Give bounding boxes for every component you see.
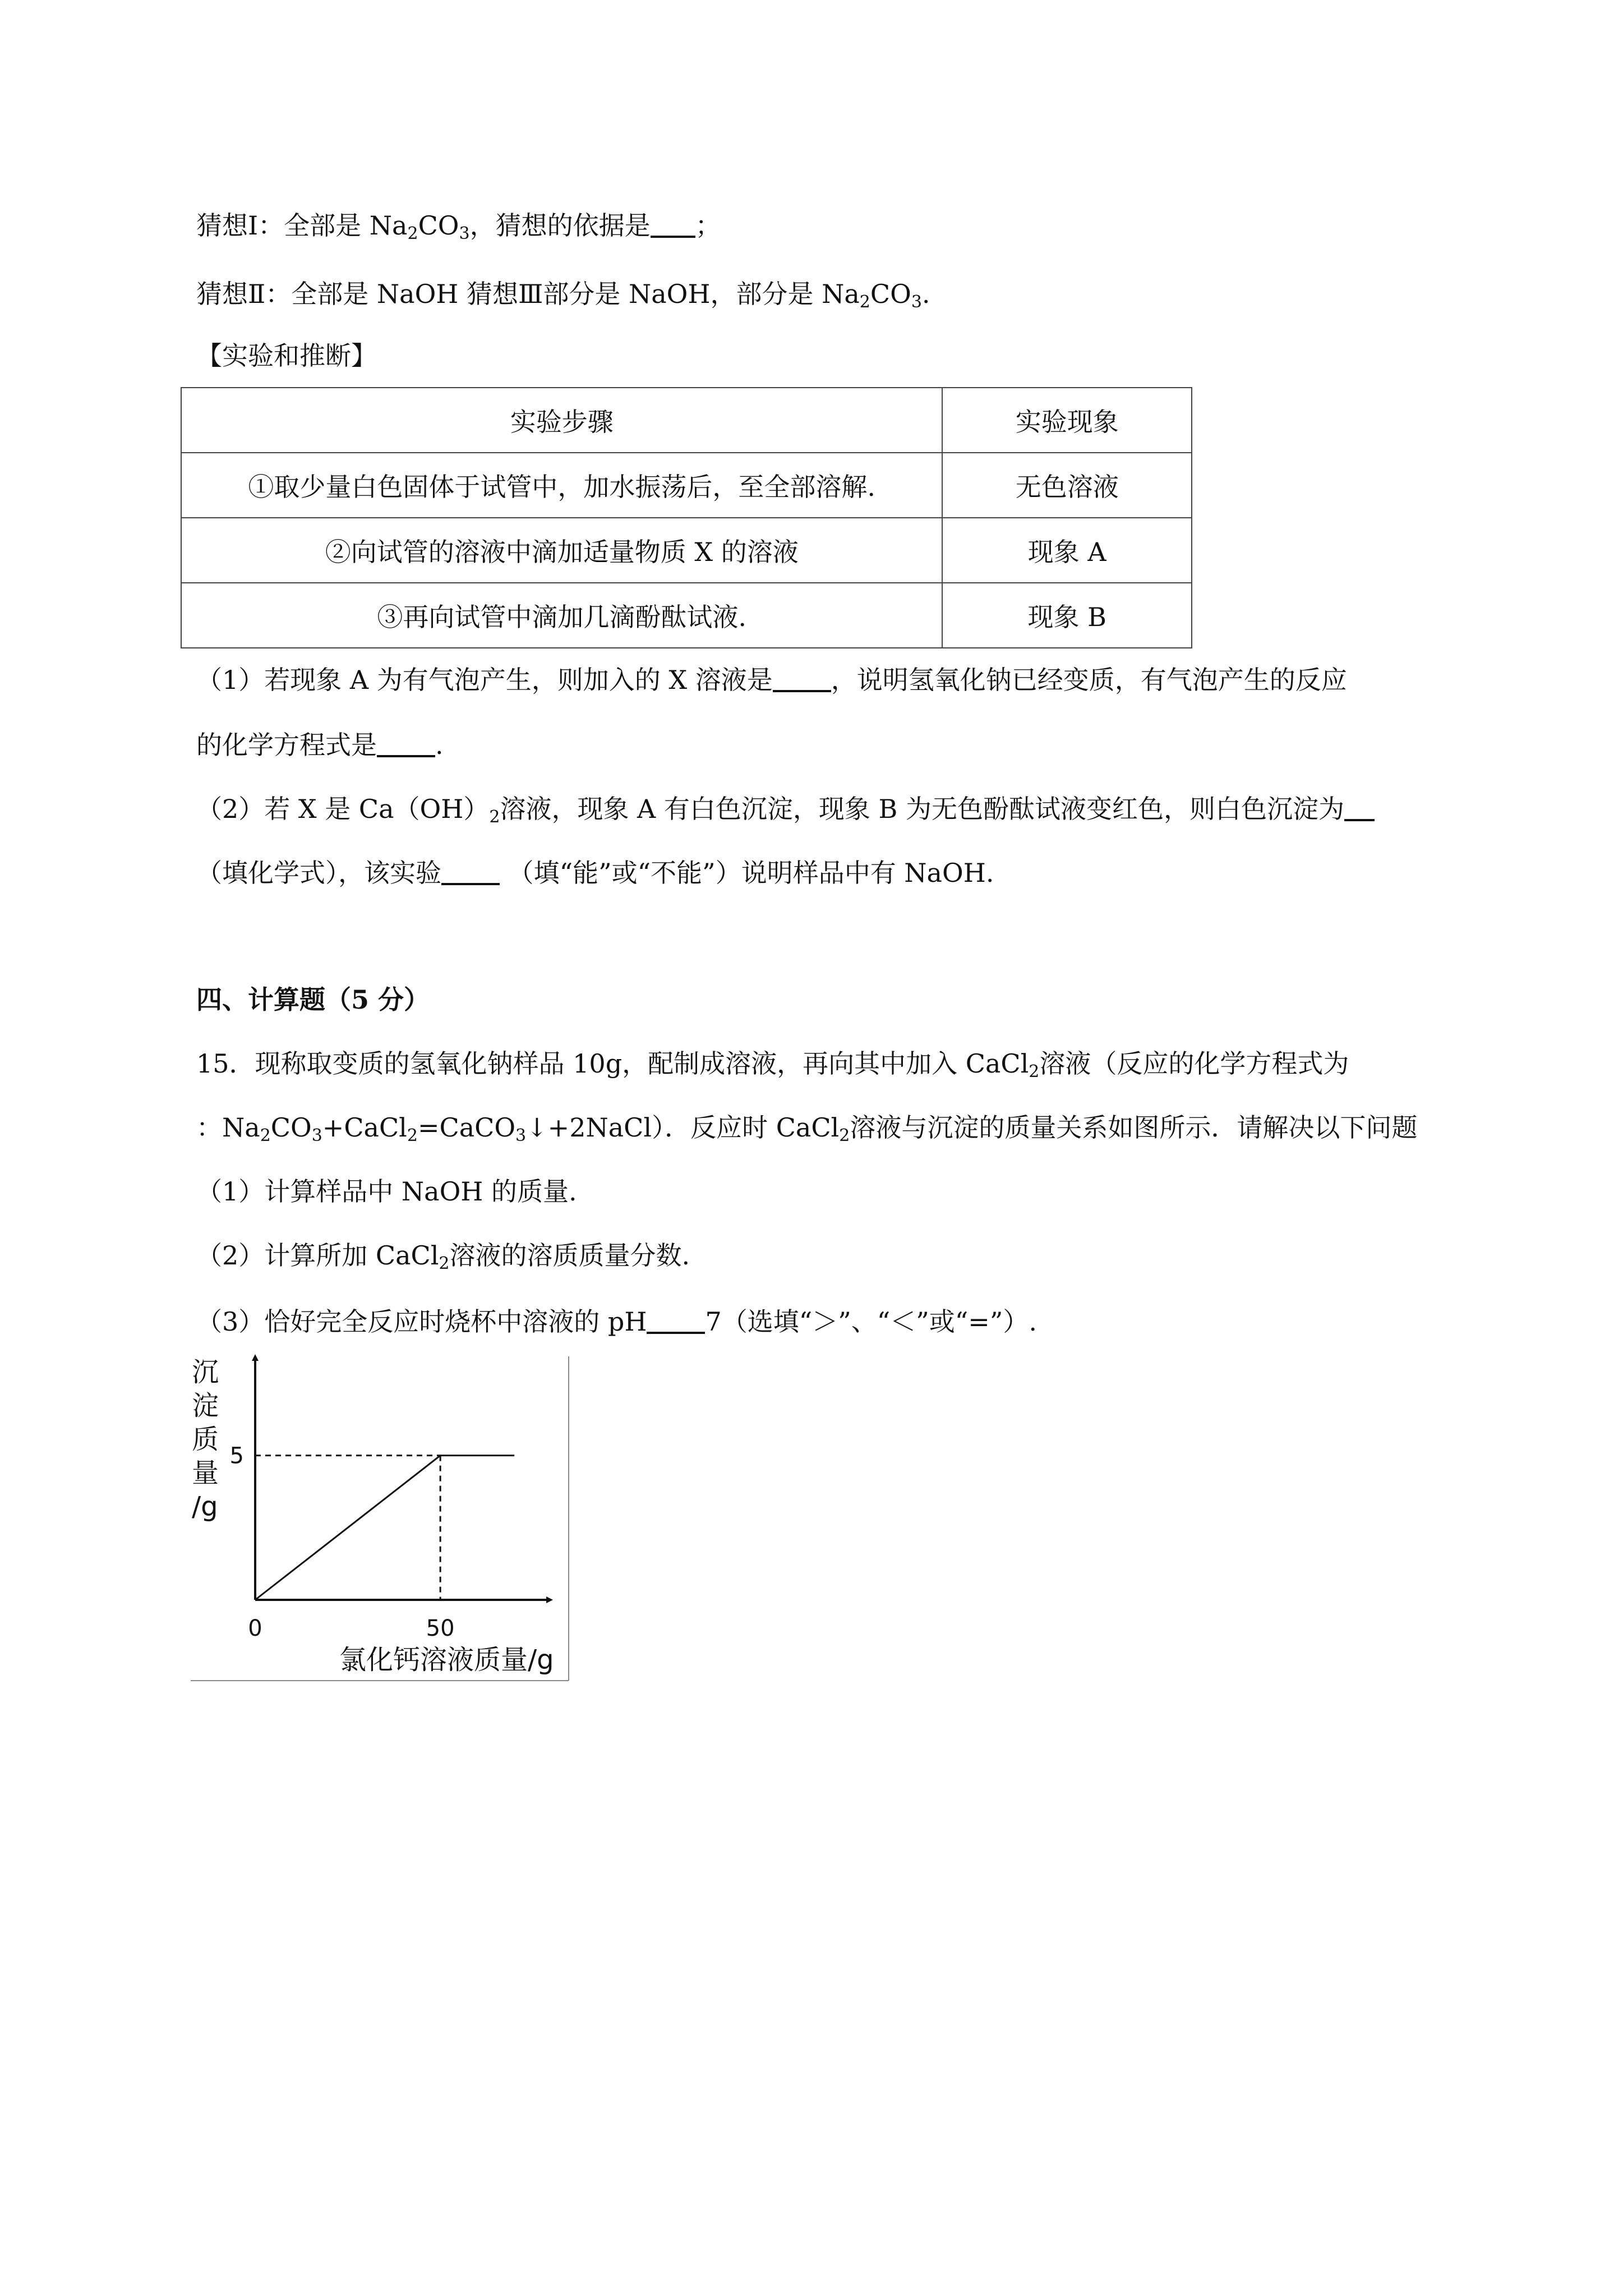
q1-text: （1）若现象 A 为有气泡产生，则加入的 X 溶液是 (196, 665, 773, 695)
experiment-table (181, 387, 1192, 648)
eq-part: ：Na (196, 1112, 260, 1143)
hyp2-sub1: 2 (859, 292, 870, 312)
hyp1-text: 猜想Ⅰ：全部是 Na (196, 210, 408, 241)
table-cell: ②向试管的溶液中滴加适量物质 X 的溶液 (181, 518, 942, 583)
question-15-line-2 (196, 1111, 1417, 1144)
eq-sub: 2 (407, 1126, 418, 1145)
table-cell: ③再向试管中滴加几滴酚酞试液. (181, 583, 942, 648)
question-15-line-1 (196, 1047, 1349, 1080)
y-tick-label: 5 (229, 1443, 244, 1469)
answer-blank[interactable] (651, 209, 695, 238)
q15-sub2-sub: 2 (439, 1254, 450, 1273)
hyp2-text: 猜想Ⅱ：全部是 NaOH 猜想Ⅲ部分是 NaOH，部分是 Na (196, 279, 860, 309)
question-2-line-1 (196, 792, 1375, 826)
table-cell: 无色溶液 (942, 453, 1192, 518)
q15-sub3-text: （3）恰好完全反应时烧杯中溶液的 pH (196, 1306, 647, 1337)
hyp1-end: ； (695, 210, 721, 241)
hyp2-mid: CO (870, 279, 911, 309)
table-cell: 现象 B (942, 583, 1192, 648)
q15-sub2-text: （2）计算所加 CaCl (196, 1240, 439, 1271)
answer-blank[interactable] (441, 856, 500, 885)
hypothesis-1 (196, 209, 721, 242)
q15-text: 15．现称取变质的氢氧化钠样品 10g，配制成溶液，再向其中加入 CaCl (196, 1048, 1029, 1079)
eq-sub: 3 (515, 1126, 527, 1145)
y-axis-label: 质 (192, 1424, 219, 1455)
x-axis-label: 氯化钙溶液质量/g (339, 1644, 554, 1676)
eq-part: 溶液与沉淀的质量关系如图所示．请解决以下问题 (850, 1112, 1418, 1143)
q15-sub: 2 (1029, 1062, 1040, 1082)
answer-blank[interactable] (377, 728, 435, 757)
answer-blank[interactable] (647, 1305, 705, 1334)
q2-end: （填“能”或“不能”）说明样品中有 NaOH. (500, 858, 994, 888)
question-1-line-1 (196, 663, 1347, 697)
question-2-line-2 (196, 856, 994, 890)
table-row (181, 453, 1192, 518)
q2-text-cont: 溶液，现象 A 有白色沉淀，现象 B 为无色酚酞试液变红色，则白色沉淀为 (500, 794, 1344, 824)
q15-sub2-text-cont: 溶液的溶质质量分数. (449, 1240, 690, 1271)
table-row (181, 583, 1192, 648)
q2-text: （2）若 X 是 Ca（OH） (196, 794, 490, 824)
table-cell: ①取少量白色固体于试管中，加水振荡后，至全部溶解. (181, 453, 942, 518)
q1-end: . (435, 730, 444, 760)
answer-blank[interactable] (1344, 792, 1375, 821)
eq-sub: 3 (311, 1126, 322, 1145)
hyp1-sub1: 2 (407, 224, 418, 243)
question-1-line-2 (196, 728, 444, 762)
q2-text-line2: （填化学式），该实验 (196, 858, 441, 888)
question-15-sub-1: （1）计算样品中 NaOH 的质量. (196, 1176, 577, 1207)
eq-part: =CaCO (417, 1112, 516, 1143)
q1-text-line2: 的化学方程式是 (196, 730, 377, 760)
eq-part: +CaCl (322, 1112, 407, 1143)
eq-part: ↓+2NaCl）．反应时 CaCl (526, 1112, 840, 1143)
q1-text-cont: ，说明氢氧化钠已经变质，有气泡产生的反应 (831, 665, 1347, 695)
answer-blank[interactable] (773, 663, 831, 692)
hyp2-sub2: 3 (911, 292, 922, 312)
hyp1-sub2: 3 (459, 224, 470, 243)
eq-sub: 2 (839, 1126, 850, 1145)
question-15-sub-2 (196, 1239, 690, 1272)
table-row (181, 518, 1192, 583)
y-axis-label: 淀 (192, 1390, 219, 1421)
q15-text-cont: 溶液（反应的化学方程式为 (1039, 1048, 1349, 1079)
table-cell: 现象 A (942, 518, 1192, 583)
y-axis-label: 量 (192, 1457, 219, 1489)
hyp2-end: . (921, 279, 930, 309)
eq-part: CO (270, 1112, 312, 1143)
q2-sub: 2 (489, 807, 500, 827)
question-15-sub-3 (196, 1305, 1037, 1338)
eq-sub: 2 (260, 1126, 271, 1145)
section-4-title: 四、计算题（5 分） (196, 984, 430, 1015)
table-header-cell: 实验步骤 (181, 388, 942, 453)
hyp1-suffix: ，猜想的依据是 (469, 210, 651, 241)
data-series-line (255, 1456, 514, 1600)
x-tick-label: 50 (426, 1616, 455, 1641)
y-axis-label: 沉 (192, 1356, 219, 1388)
section-header: 【实验和推断】 (196, 341, 377, 371)
precipitate-mass-chart (191, 1346, 583, 1694)
q15-sub3-text-cont: 7（选填“＞”、“＜”或“=”）. (705, 1306, 1037, 1337)
y-axis-label: /g (192, 1491, 218, 1522)
table-header-cell: 实验现象 (942, 388, 1192, 453)
origin-label: 0 (248, 1616, 262, 1641)
table-header-row (181, 388, 1192, 453)
hypothesis-2 (196, 277, 930, 311)
hyp1-mid: CO (418, 210, 459, 241)
